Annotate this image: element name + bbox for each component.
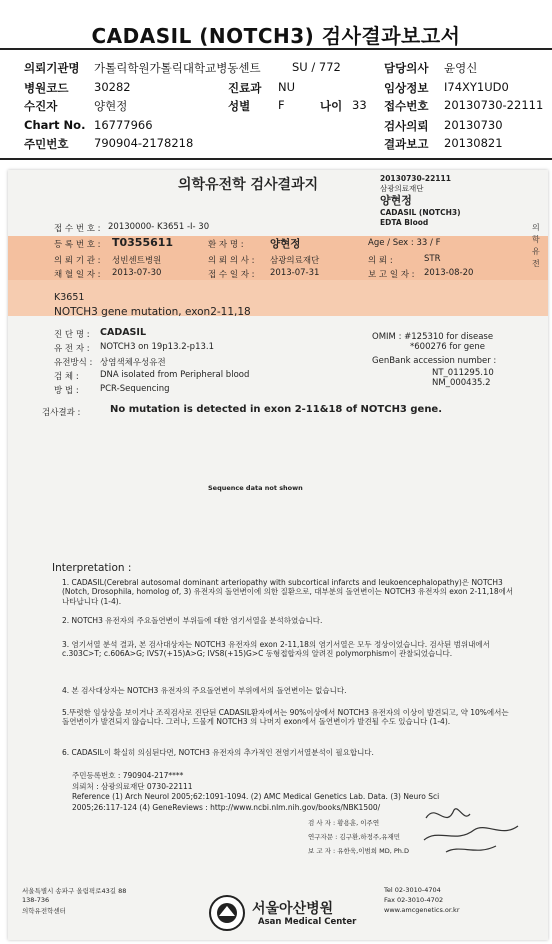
doctor-label: 담당의사 (384, 61, 429, 75)
address-3: 의학유전학센터 (22, 907, 66, 915)
doctor-value: 윤영신 (444, 61, 478, 75)
signatory-3: 보 고 자 : 유한욱,이범희 MD, Ph.D (308, 847, 409, 855)
interpretation-3: 3. 염기서열 분석 결과, 본 검사대상자는 NOTCH3 유전자의 exon 2-11,18의 염기서열은 모두 정상이었습니다. 검사된 범위내에서 c.303C>T; c.606A>G; IVS7(+15)A>G; IVS8(+15)G>C 동형접합자의 알려진 polymorphism이 관찰되었습니다. (62, 640, 490, 659)
row1-label: 접 수 번 호 : (54, 224, 101, 234)
report-value: 20130821 (444, 136, 503, 150)
row4-value: 2013-07-30 (112, 268, 162, 278)
age-label: 나이 (320, 99, 343, 113)
patient-value: 양현정 (94, 99, 128, 113)
row2-label: 등 록 번 호 : (54, 240, 101, 250)
department-label: 진료과 (228, 81, 262, 95)
fax: Fax 02-3010-4702 (384, 896, 444, 904)
result-label: 검사결과 : (42, 408, 81, 418)
row3c-value: STR (424, 254, 441, 264)
clinical-value: I74XY1UD0 (444, 80, 509, 94)
specimen-value: DNA isolated from Peripheral blood (100, 370, 250, 380)
specimen-label: 검 체 : (54, 372, 79, 382)
row4c-label: 보 고 일 자 : (368, 270, 415, 280)
sex-label: 성별 (228, 99, 251, 113)
interpretation-6: 6. CADASIL이 확실히 의심된다면, NOTCH3 유전자의 추가적인 전염기서열분석이 필요합니다. (62, 748, 374, 757)
row1-value: 20130000- K3651 -I- 30 (108, 222, 210, 232)
interpretation-1: 1. CADASIL(Cerebral autosomal dominant arteriopathy with subcortical infarcts and leukoencephalopathy)은 NOTCH3 (Notch, Drosophila, homolog of, 3) 유전자의 돌연변이에 의한 질환으로, 대부분의 돌연변이는 NOTCH3 유전자의 exon 2-11,18에서 나타납니다 (1-4). (62, 578, 514, 606)
address-1: 서울특별시 송파구 올림픽로43길 88 (22, 887, 127, 895)
omim: OMIM : #125310 for disease (372, 332, 494, 342)
website: www.amcgenetics.or.kr (384, 906, 460, 914)
hospital-code-label: 병원코드 (24, 81, 69, 95)
institution-value: 가톨릭학원가톨릭대학교병동센트 (94, 61, 261, 75)
row4-label: 채 혈 일 자 : (54, 270, 101, 280)
receipt-no-label: 접수번호 (384, 99, 429, 113)
genbank-2: NM_000435.2 (432, 378, 491, 388)
interpretation-title: Interpretation : (52, 562, 132, 574)
report-patient-name: 양현정 (380, 194, 412, 207)
hospital-code-value: 30282 (94, 80, 131, 94)
report-code: K3651 (54, 292, 85, 303)
diagnosis-label: 진 단 명 : (54, 330, 90, 340)
scanned-report (8, 170, 548, 940)
request-label: 검사의뢰 (384, 119, 429, 133)
header-bottom-rule (0, 158, 552, 160)
row3b-label: 의 뢰 의 사 : (208, 256, 255, 266)
receipt-no-value: 20130730-22111 (444, 98, 544, 112)
hospital-name-en: Asan Medical Center (258, 917, 357, 927)
report-specimen-line: EDTA Blood (380, 218, 429, 227)
row2b-value: 양현정 (270, 238, 301, 250)
method-label: 방 법 : (54, 386, 79, 396)
inherit-label: 유전방식 : (54, 358, 93, 368)
page-title: CADASIL (NOTCH3) 검사결과보고서 (91, 24, 461, 48)
request-value: 20130730 (444, 118, 503, 132)
signatory-1: 검 사 자 : 황용훈, 이주연 (308, 819, 380, 827)
result-value: No mutation is detected in exon 2-11&18 of NOTCH3 gene. (110, 404, 443, 415)
row3-value: 성빈센트병원 (112, 256, 162, 266)
footer-id: 주민등록번호 : 790904-217**** (72, 771, 184, 780)
report-test-line: CADASIL (NOTCH3) (380, 208, 461, 217)
report-foundation: 삼광의료재단 (380, 184, 424, 193)
reference-1: Reference (1) Arch Neurol 2005;62:1091-1094. (2) AMC Medical Genetics Lab. Data. (3) Neuro Sci (72, 792, 440, 801)
resident-no-label: 주민번호 (24, 137, 69, 151)
row2c: Age / Sex : 33 / F (368, 238, 441, 248)
gene-value: NOTCH3 on 19p13.2-p13.1 (100, 342, 214, 352)
row3b-value: 삼광의료재단 (270, 256, 320, 266)
genbank-label: GenBank accession number : (372, 356, 497, 366)
footer-doctor: 의뢰처 : 삼광의료재단 0730-22111 (72, 782, 193, 791)
patient-label: 수진자 (24, 99, 58, 113)
reference-2: 2005;26:117-124 (4) GeneReviews : http://www.ncbi.nlm.nih.gov/books/NBK1500/ (72, 803, 381, 812)
gene-mutation: NOTCH3 gene mutation, exon2-11,18 (54, 306, 251, 318)
genbank-1: NT_011295.10 (432, 368, 494, 378)
resident-no-value: 790904-2178218 (94, 136, 194, 150)
report-title: 의학유전학 검사결과지 (178, 177, 319, 193)
row4c-value: 2013-08-20 (424, 268, 474, 278)
chart-no-label: Chart No. (24, 118, 86, 132)
address-2: 138-736 (22, 896, 50, 904)
asan-logo-icon (208, 894, 246, 932)
sequence-note: Sequence data not shown (208, 484, 303, 492)
diagnosis-value: CADASIL (100, 327, 146, 338)
omim-gene: *600276 for gene (410, 342, 486, 352)
row4b-value: 2013-07-31 (270, 268, 320, 278)
department-value: NU (278, 80, 296, 94)
row3c-label: 의 뢰 : (368, 256, 393, 266)
side-label: 의학유전 (532, 223, 540, 268)
phone: Tel 02-3010-4704 (384, 886, 441, 894)
chart-no-value: 16777966 (94, 118, 153, 132)
age-value: 33 (352, 98, 367, 112)
report-receipt-no: 20130730-22111 (380, 174, 451, 183)
interpretation-4: 4. 본 검사대상자는 NOTCH3 유전자의 주요돌연변이 부위에서의 돌연변이는 없습니다. (62, 686, 347, 695)
signature-scribble (416, 800, 526, 860)
gene-label: 유 전 자 : (54, 344, 90, 354)
inherit-value: 상염색체우성유전 (100, 358, 166, 368)
signatory-2: 연구자문 : 김구환,하정주,유재민 (308, 833, 401, 841)
header-top-rule (0, 48, 552, 50)
sex-value: F (278, 98, 285, 112)
report-label: 결과보고 (384, 137, 429, 151)
row4b-label: 접 수 일 자 : (208, 270, 255, 280)
row2b-label: 환 자 명 : (208, 240, 244, 250)
row2-value: T0355611 (112, 236, 174, 249)
row3-label: 의 뢰 기 관 : (54, 256, 101, 266)
clinical-label: 임상정보 (384, 81, 429, 95)
interpretation-2: 2. NOTCH3 유전자의 주요돌연변이 부위들에 대한 염기서열을 분석하였습니다. (62, 616, 323, 625)
hospital-name-kr: 서울아산병원 (252, 901, 334, 917)
interpretation-5: 5.뚜렷한 임상상을 보이거나 조직검사로 진단된 CADASIL환자에서는 90%이상에서 NOTCH3 유전자의 이상이 발견되고, 약 10%에서는 돌연변이가 발견되지 않습니다. 그러나, 드물게 NOTCH3 의 나머지 exon에서 돌연변이가 발견될 수도 있습니다 (1-4). (62, 708, 509, 727)
institution-extra: SU / 772 (292, 60, 341, 74)
institution-label: 의뢰기관명 (24, 61, 80, 75)
method-value: PCR-Sequencing (100, 384, 170, 394)
